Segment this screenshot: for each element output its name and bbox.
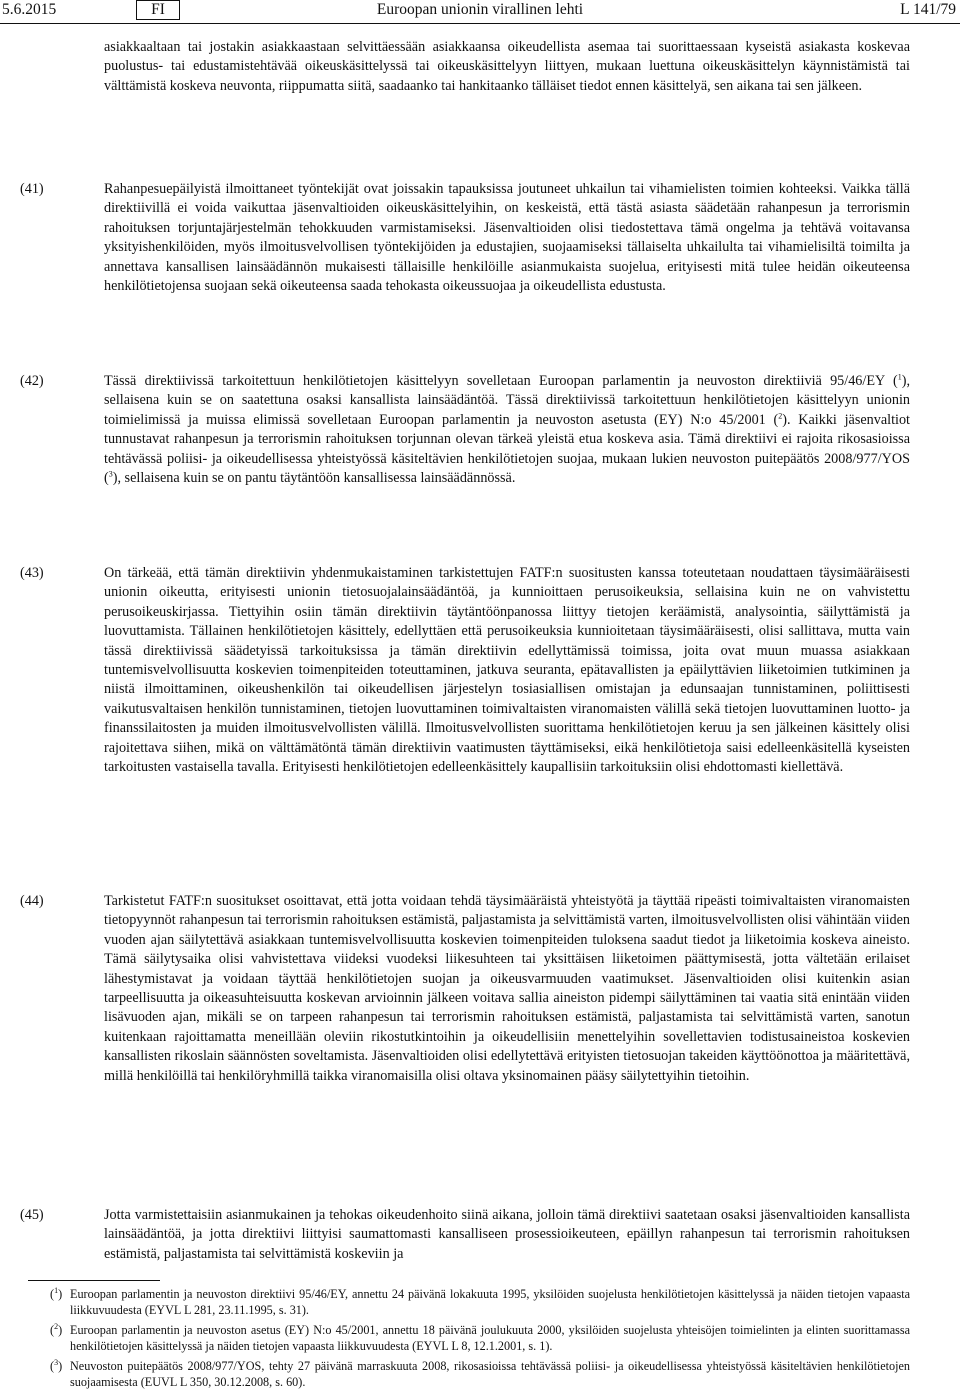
- page-header: [0, 0, 960, 22]
- recital-number: (41): [20, 181, 44, 197]
- footnote-reference: 2: [778, 411, 783, 421]
- recital-number: (44): [20, 893, 44, 909]
- page-number: L 141/79: [900, 1, 956, 18]
- footnote-text: Euroopan parlamentin ja neuvoston direktiivi 95/46/EY, annettu 24 päivänä lokakuuta 1995, yksilöiden suojelusta henkilötietojen käsittelyssä ja näiden tietojen vapaasta liikkuvuudesta (EYVL L 281, 23.11.1995, s. 31).: [70, 1287, 910, 1317]
- recital-text: Rahanpesuepäilyistä ilmoittaneet työntekijät ovat joissakin tapauksissa joutuneet uhkailun tai vihamielisten toimien kohteeksi. Vaikka tällä direktiivillä ei voida vaikuttaa jäsenvaltioiden oikeuskäsittelyihin, on keskeistä, että tästä asiasta säädetään rahanpesun ja terrorismin rahoituksen torjuntajärjestelmän tehokkuuden varmistamiseksi. Jäsenvaltioiden olisi tiedostettava tämä ongelma ja tehtävä voitavansa yksityishenkilöiden, myös ilmoitusvelvollisen työntekijöiden ja edustajien, suojaamiseksi tällaiselta uhkailulta tai vihamielisiltä toimilta ja annettava kansallisen lainsäädännön mukaisesti tällaisille henkilöille asianmukaista suojelua, erityisesti mitä tulee heidän oikeuteensa henkilötietojensa suojaan sekä oikeuteensa saada tehokasta oikeussuojaa ja oikeudellista edustusta.: [104, 181, 910, 295]
- recital-text-part: ). Kaikki jäsenvaltiot tunnustavat rahanpesun ja terrorismin rahoituksen torjunnan olevan tärkeä yleistä etua koskeva asia. Tämä direktiivi ei rajoita rikosasioissa tehtävässä poliisi- ja oikeudellisessa yhteistyössä käsiteltävien henkilötietojen suojaa, mukaan lukien neuvoston puitepäätös 2008/977/YOS (: [104, 411, 910, 487]
- intro-paragraph: asiakkaaltaan tai jostakin asiakkaastaan selvittäessään asiakkaansa oikeudellista asemaa tai suorittaessaan kyseistä asiakasta koskevaa puolustus- tai edustamistehtävää oikeuskäsittelyssä tai oikeuskäsittelyyn liittyen, mukaan luettuna oikeuskäsittelyn käynnistämistä tai välttämistä koskeva neuvonta, riippumatta siitä, saadaanko tai hankitaanko tälläiset tiedot ennen käsittelyä, sen aikana tai sen jälkeen.: [104, 39, 910, 94]
- recital-text: Tarkistetut FATF:n suositukset osoittavat, että jotta voidaan tehdä täysimääräistä yhteistyötä ja täyttää ripeästi toimivaltaisten viranomaisten tietopyynnöt rahanpesun tai terrorismin rahoituksen estämistä, paljastamista ja selvittämistä varten, ilmoitusvelvollisten olisi vähintään viiden vuoden ajan säilytettävä asiakkaan tuntemisvelvollisuutta koskevien toimenpiteiden tuloksena saadut tiedot ja liiketoimia koskeva aineisto. Tämä säilytysaika olisi vahvistettava viideksi vuodeksi liikesuhteen tai yksittäisen liiketoimen päättymisestä, jotta vältetään erilaiset lähestymistavat ja voidaan täyttää henkilötietojen suojan ja oikeusvarmuuden vaatimukset. Jäsenvaltioiden olisi kuitenkin asian tarpeellisuutta ja oikeasuhteisuutta koskevan arvioinnin jälkeen voitava sallia aineiston pidempi säilyttäminen tai vaatia sitä enintään viiden lisävuoden ajan, mikäli se on tarpeen rahanpesun tai terrorismin rahoituksen estämistä, paljastamista tai selvittämistä varten, sanotun kuitenkaan rajoittamatta meneillään oleviin rikostutkintoihin ja oikeudellisiin menettelyihin sovellettavien todistusaineistoa koskevien kansallisten rikoslain säännösten soveltamista. Jäsenvaltioiden olisi edellytettävä erityisten tietosuojan takeiden käyttöönottoa ja määritettävä, millä henkilöillä tai henkilöryhmillä taikka viranomaisilla olisi oltava yksinomainen pääsy säilytettyihin tietoihin.: [104, 893, 910, 1084]
- recital-text-part: ), sellaisena kuin se on pantu täytäntöön kansallisessa lainsäädännössä.: [112, 470, 516, 487]
- footnote-marker: ($^2$): [50, 1321, 63, 1337]
- footnote-text: Neuvoston puitepäätös 2008/977/YOS, tehty 27 päivänä marraskuuta 2008, rikosasioissa tehtävässä poliisi- ja oikeudellisessa yhteistyössä käsiteltävien henkilötietojen suojaamisesta (EUVL L 350, 30.12.2008, s. 60).: [70, 1359, 910, 1389]
- recital-number: (43): [20, 565, 44, 581]
- recital-number: (45): [20, 1207, 44, 1223]
- publication-date: 5.6.2015: [2, 1, 57, 18]
- journal-title: Euroopan unionin virallinen lehti: [376, 1, 584, 18]
- footnote-text: Euroopan parlamentin ja neuvoston asetus (EY) N:o 45/2001, annettu 18 päivänä joulukuuta 2000, yksilöiden suojelusta yhteisöjen toimielinten ja elinten suorittamassa henkilötietojen käsittelyssä ja näiden tietojen vapaasta liikkuvuudesta (EYVL L 8, 12.1.2001, s. 1).: [70, 1323, 910, 1353]
- recital-text: Jotta varmistettaisiin asianmukainen ja tehokas oikeudenhoito siinä aikana, jolloin tämä direktiivi saatetaan osaksi jäsenvaltioiden kansallista lainsäädäntöä, ja jotta direktiivi liittyisi saumattomasti kansalliseen prosessioikeuteen, epäillyn rahanpesun tai terrorismin rahoituksen estämistä, paljastamista tai selvittämistä koskeviin ja: [104, 1207, 910, 1262]
- footnote-marker: ($^1$): [50, 1285, 63, 1301]
- footnote-reference: 1: [897, 372, 902, 382]
- footnote-marker: ($^3$): [50, 1357, 63, 1373]
- recital-text-part: ), sellaisena kuin se on saatettuna osaksi kansallista lainsäädäntöä. Tässä direktiivissä tarkoitettuun henkilötietojen käsittelyyn unionin toimielimissä ja muissa elimissä sovelletaan Euroopan parlamentin ja neuvoston asetusta (EY) N:o 45/2001 (: [104, 373, 910, 428]
- recital-text: On tärkeää, että tämän direktiivin yhdenmukaistaminen tarkistettujen FATF:n suositusten kanssa toteutetaan noudattaen täysimääräisesti unionin oikeutta, erityisesti unionin tietosuojalainsäädäntöä, ja kunnioittaen perusoikeuksia, sellaisina kuin ne on vahvistettu perusoikeuskirjassa. Tiettyihin osiin tämän direktiivin täytäntöönpanossa liittyy tietojen keräämistä, analysointia, säilyttämistä ja luovuttamista. Tällainen henkilötietojen käsittely, edellyttäen että perusoikeuksia kunnioitetaan täysimääräisesti, olisi sallittava, mutta vain tässä direktiivissä säädetyissä tarkoituksissa ja tämän direktiivin edellyttämissä toimissa, joita ovat muun muassa asiakkaan tuntemisvelvollisuutta koskevien toimenpiteiden toteuttaminen, jatkuva seuranta, epätavallisten ja epäilyttävien liiketoimien tutkiminen ja niistä ilmoittaminen, oikeushenkilön tai oikeudellisen järjestelyn tosiasiallisen omistajan ja edunsaajan tunnistaminen, poliittisesti vaikutusvaltaisen henkilön tunnistaminen, tietojen luovuttaminen toimivaltaisten viranomaisten välillä sekä tietojen luovuttaminen luotto- ja finanssilaitosten ja muiden ilmoitusvelvollisten välillä. Ilmoitusvelvollisten suorittama henkilötietojen keruu ja sen jälkeinen käsittely olisi rajoitettava siihen, mikä on välttämätöntä tämän direktiivin vaatimusten täyttämiseksi, eikä henkilötietoja saisi edelleenkäsitellä kyseisten tarkoitusten vastaisella tavalla. Erityisesti henkilötietojen edelleenkäsittely kaupallisiin tarkoituksiin olisi ehdottomasti kiellettävä.: [104, 565, 910, 776]
- header-rule: [0, 23, 960, 24]
- language-code-box: FI: [136, 0, 180, 20]
- footnote-separator: [28, 1280, 160, 1281]
- recital-text: [104, 372, 910, 488]
- footnote-reference: 3: [108, 469, 113, 479]
- recital-number: (42): [20, 373, 44, 389]
- recital-text-part: Tässä direktiivissä tarkoitettuun henkilötietojen käsittelyyn sovelletaan Euroopan parlamentin ja neuvoston direktiiviä 95/46/EY (: [104, 373, 898, 389]
